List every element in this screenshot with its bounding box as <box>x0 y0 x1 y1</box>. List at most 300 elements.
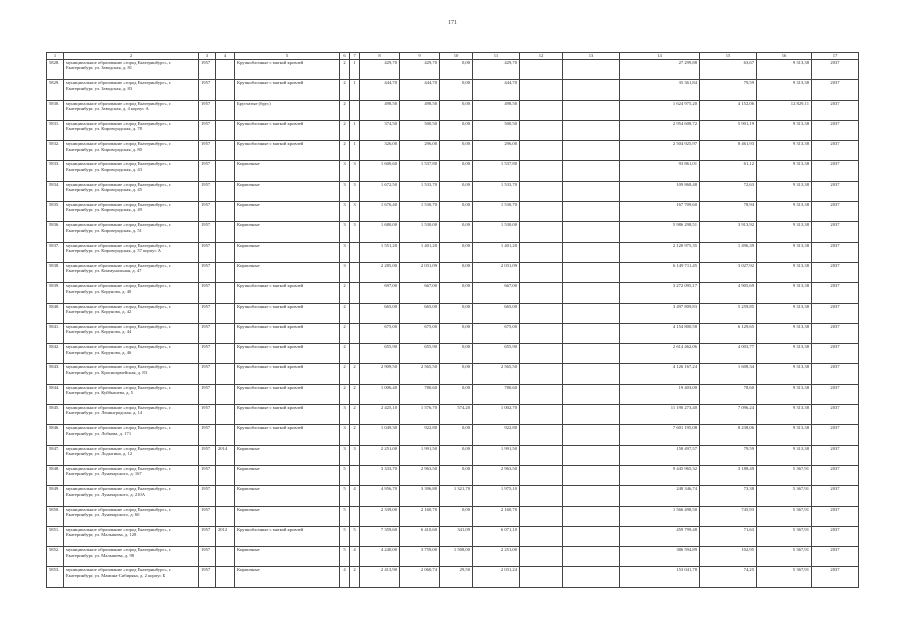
cell-c8: 2 285,00 <box>360 262 400 282</box>
cell-c7: 4 <box>350 547 360 567</box>
table-row <box>47 283 859 303</box>
cell-addr: муниципальное образование «город Екатеринбург», г. Екатеринбург, ул. Луначарского, д. 167 <box>64 465 199 485</box>
cell-c7: 3 <box>350 161 360 181</box>
cell-c13 <box>563 465 620 485</box>
cell-c3: 1957 <box>199 465 216 485</box>
column-header: 7 <box>350 53 360 60</box>
cell-n: 5832. <box>47 141 64 161</box>
cell-c5: Крупноблочные с мягкой кровлей <box>235 80 340 100</box>
cell-c13 <box>563 486 620 506</box>
cell-c16: 5 367,91 <box>757 547 812 567</box>
cell-c8: 4 956,70 <box>360 486 400 506</box>
cell-c10: 0,00 <box>440 384 473 404</box>
cell-c12 <box>520 344 563 364</box>
cell-c14: 35 361,84 <box>620 80 700 100</box>
column-header: 17 <box>812 53 859 60</box>
cell-c5: Крупноблочные с мягкой кровлей <box>235 303 340 323</box>
column-number-row <box>47 53 859 60</box>
cell-c10: 0,00 <box>440 181 473 201</box>
cell-c12 <box>520 364 563 384</box>
cell-c17: 2037 <box>812 364 859 384</box>
cell-c11: 1 991,50 <box>473 445 520 465</box>
cell-c5: Кирпичные <box>235 262 340 282</box>
cell-c13 <box>563 364 620 384</box>
cell-addr: муниципальное образование «город Екатеринбург», г. Екатеринбург, ул. Кировградская, д. 57 корпус А <box>64 242 199 262</box>
cell-c4 <box>216 181 235 201</box>
cell-c8: 429,70 <box>360 60 400 80</box>
column-header: 2 <box>64 53 199 60</box>
table-row <box>47 526 859 546</box>
cell-c17: 2037 <box>812 445 859 465</box>
cell-c4 <box>216 141 235 161</box>
column-header: 16 <box>757 53 812 60</box>
cell-c5: Крупноблочные с мягкой кровлей <box>235 60 340 80</box>
table-row <box>47 202 859 222</box>
table-row <box>47 120 859 140</box>
cell-c8: 1 006,40 <box>360 384 400 404</box>
cell-c14: 386 594,89 <box>620 547 700 567</box>
cell-c17: 2037 <box>812 405 859 425</box>
cell-c7: 1 <box>350 141 360 161</box>
cell-c5: Кирпичные <box>235 445 340 465</box>
table-row <box>47 384 859 404</box>
cell-c6: 2 <box>340 100 350 120</box>
cell-c4 <box>216 486 235 506</box>
cell-c14: 2 614 462,06 <box>620 344 700 364</box>
cell-c10: 0,00 <box>440 80 473 100</box>
cell-c6: 2 <box>340 323 350 343</box>
cell-c17: 2037 <box>812 202 859 222</box>
column-header: 13 <box>563 53 620 60</box>
cell-c12 <box>520 181 563 201</box>
cell-c14: 2 120 975,35 <box>620 242 700 262</box>
cell-c16: 9 313,38 <box>757 242 812 262</box>
cell-c15: 4 152,06 <box>700 100 757 120</box>
cell-c11: 500,50 <box>473 120 520 140</box>
cell-c13 <box>563 445 620 465</box>
cell-c15: 78,94 <box>700 202 757 222</box>
cell-c10: 0,00 <box>440 364 473 384</box>
cell-c3: 1957 <box>199 344 216 364</box>
cell-c5: Кирпичные <box>235 486 340 506</box>
cell-c7: 1 <box>350 120 360 140</box>
cell-c15: 4 905,69 <box>700 283 757 303</box>
cell-c16: 5 367,91 <box>757 486 812 506</box>
cell-c8: 374,50 <box>360 120 400 140</box>
cell-c16: 5 367,91 <box>757 506 812 526</box>
cell-c5: Крупноблочные с мягкой кровлей <box>235 141 340 161</box>
cell-c11: 667,00 <box>473 283 520 303</box>
cell-c13 <box>563 526 620 546</box>
cell-c12 <box>520 120 563 140</box>
cell-c15: 6 129,65 <box>700 323 757 343</box>
column-header: 12 <box>520 53 563 60</box>
cell-c16: 9 313,38 <box>757 161 812 181</box>
cell-c15: 5 901,19 <box>700 120 757 140</box>
cell-c4 <box>216 303 235 323</box>
cell-c8: 498,50 <box>360 100 400 120</box>
cell-c9: 675,00 <box>400 323 440 343</box>
cell-c16: 12 829,11 <box>757 100 812 120</box>
cell-c17: 2037 <box>812 100 859 120</box>
cell-c11: 780,60 <box>473 384 520 404</box>
cell-c14: 7 601 195,08 <box>620 425 700 445</box>
cell-c12 <box>520 526 563 546</box>
cell-c15: 3 027,92 <box>700 262 757 282</box>
cell-c3: 1957 <box>199 567 216 587</box>
cell-n: 5833. <box>47 161 64 181</box>
cell-c11: 1 530,00 <box>473 222 520 242</box>
cell-c10: 0,00 <box>440 262 473 282</box>
cell-c14: 93 861,01 <box>620 161 700 181</box>
cell-c4 <box>216 344 235 364</box>
cell-c12 <box>520 283 563 303</box>
cell-addr: муниципальное образование «город Екатеринбург», г. Екатеринбург, ул. Кировградская, д. 78 <box>64 120 199 140</box>
cell-n: 5834. <box>47 181 64 201</box>
cell-c11: 6 071,10 <box>473 526 520 546</box>
cell-c3: 1957 <box>199 60 216 80</box>
cell-n: 5839. <box>47 283 64 303</box>
cell-addr: муниципальное образование «город Екатеринбург», г. Екатеринбург, ул. Ленинградская, д. 14 <box>64 405 199 425</box>
cell-n: 5849. <box>47 486 64 506</box>
cell-c16: 9 313,38 <box>757 60 812 80</box>
cell-c13 <box>563 141 620 161</box>
cell-n: 5841. <box>47 323 64 343</box>
cell-c3: 1957 <box>199 384 216 404</box>
cell-c6: 5 <box>340 547 350 567</box>
cell-c7: 1 <box>350 80 360 100</box>
cell-c13 <box>563 323 620 343</box>
cell-c5: Брусчатые (брус) <box>235 100 340 120</box>
cell-c8: 675,00 <box>360 323 400 343</box>
cell-c4 <box>216 60 235 80</box>
cell-c10: 0,00 <box>440 60 473 80</box>
cell-c7: 2 <box>350 405 360 425</box>
cell-c3: 1957 <box>199 526 216 546</box>
cell-addr: муниципальное образование «город Екатеринбург», г. Екатеринбург, ул. Корунова, д. 44 <box>64 323 199 343</box>
cell-c10: 29,50 <box>440 567 473 587</box>
cell-c10: 0,00 <box>440 242 473 262</box>
cell-c11: 444,70 <box>473 80 520 100</box>
cell-c11: 1 975,10 <box>473 486 520 506</box>
cell-c5: Кирпичные <box>235 202 340 222</box>
cell-c12 <box>520 506 563 526</box>
cell-c3: 1957 <box>199 120 216 140</box>
cell-addr: муниципальное образование «город Екатеринбург», г. Екатеринбург, ул. Куйбышева, д. 5 <box>64 384 199 404</box>
cell-c16: 9 313,38 <box>757 445 812 465</box>
cell-c17: 2037 <box>812 181 859 201</box>
cell-c6: 3 <box>340 161 350 181</box>
cell-c10: 0,00 <box>440 222 473 242</box>
cell-c15: 7 096,24 <box>700 405 757 425</box>
cell-c7 <box>350 323 360 343</box>
cell-c5: Крупноблочные с мягкой кровлей <box>235 405 340 425</box>
cell-addr: муниципальное образование «город Екатеринбург», г. Екатеринбург, ул. Кировградская, д. 80 <box>64 141 199 161</box>
cell-c16: 5 367,91 <box>757 526 812 546</box>
cell-c6: 3 <box>340 202 350 222</box>
cell-addr: муниципальное образование «город Екатеринбург», г. Екатеринбург, ул. Луначарского, д. 60 <box>64 506 199 526</box>
cell-c14: 27 299,88 <box>620 60 700 80</box>
cell-c8: 2 413,90 <box>360 567 400 587</box>
cell-c4 <box>216 262 235 282</box>
cell-c13 <box>563 120 620 140</box>
cell-c16: 9 313,38 <box>757 384 812 404</box>
cell-c17: 2037 <box>812 262 859 282</box>
table-row <box>47 303 859 323</box>
cell-c5: Кирпичные <box>235 506 340 526</box>
cell-c13 <box>563 60 620 80</box>
cell-c9: 498,50 <box>400 100 440 120</box>
cell-c7 <box>350 242 360 262</box>
cell-c11: 296,00 <box>473 141 520 161</box>
cell-c4 <box>216 567 235 587</box>
cell-n: 5838. <box>47 262 64 282</box>
cell-c6: 2 <box>340 364 350 384</box>
table-row <box>47 506 859 526</box>
cell-c9: 2 060,74 <box>400 567 440 587</box>
cell-n: 5843. <box>47 364 64 384</box>
cell-c15: 71,63 <box>700 526 757 546</box>
cell-c4 <box>216 364 235 384</box>
table-row <box>47 80 859 100</box>
cell-n: 5837. <box>47 242 64 262</box>
cell-c11: 2 565,50 <box>473 364 520 384</box>
table-row <box>47 242 859 262</box>
cell-c13 <box>563 405 620 425</box>
cell-c15: 5 259,85 <box>700 303 757 323</box>
cell-c4 <box>216 384 235 404</box>
cell-c8: 2 909,50 <box>360 364 400 384</box>
table-row <box>47 161 859 181</box>
cell-c16: 9 313,38 <box>757 283 812 303</box>
cell-c9: 6 410,60 <box>400 526 440 546</box>
cell-c11: 498,50 <box>473 100 520 120</box>
column-header: 8 <box>360 53 400 60</box>
cell-c14: 3 272 095,17 <box>620 283 700 303</box>
cell-n: 5851. <box>47 526 64 546</box>
table-row <box>47 344 859 364</box>
cell-c12 <box>520 384 563 404</box>
cell-c17: 2037 <box>812 486 859 506</box>
cell-c4 <box>216 161 235 181</box>
cell-c4 <box>216 202 235 222</box>
cell-c3: 1957 <box>199 100 216 120</box>
cell-c9: 1 537,80 <box>400 161 440 181</box>
cell-c12 <box>520 465 563 485</box>
cell-c16: 9 313,38 <box>757 405 812 425</box>
cell-c10: 0,00 <box>440 283 473 303</box>
cell-c11: 429,70 <box>473 60 520 80</box>
cell-c17: 2037 <box>812 384 859 404</box>
cell-c6: 3 <box>340 405 350 425</box>
cell-c10: 1 508,00 <box>440 547 473 567</box>
cell-c17: 2037 <box>812 141 859 161</box>
cell-addr: муниципальное образование «город Екатеринбург», г. Екатеринбург, ул. Заводская, д. 4 корпус А <box>64 100 199 120</box>
cell-c6: 3 <box>340 242 350 262</box>
cell-c4: 2014 <box>216 445 235 465</box>
cell-c14: 248 346,74 <box>620 486 700 506</box>
cell-c4 <box>216 425 235 445</box>
cell-c16: 9 313,38 <box>757 141 812 161</box>
cell-c17: 2037 <box>812 80 859 100</box>
column-header: 15 <box>700 53 757 60</box>
table-row <box>47 323 859 343</box>
cell-c4 <box>216 283 235 303</box>
cell-addr: муниципальное образование «город Екатеринбург», г. Екатеринбург, ул. Кировградская, д. 51 <box>64 222 199 242</box>
cell-c12 <box>520 60 563 80</box>
cell-c9: 2 565,50 <box>400 364 440 384</box>
cell-c15: 8 461,93 <box>700 141 757 161</box>
cell-c13 <box>563 100 620 120</box>
cell-n: 5842. <box>47 344 64 364</box>
cell-c9: 2 963,50 <box>400 465 440 485</box>
cell-n: 5845. <box>47 405 64 425</box>
cell-c3: 1957 <box>199 141 216 161</box>
cell-c5: Крупноблочные с мягкой кровлей <box>235 526 340 546</box>
cell-n: 5835. <box>47 202 64 222</box>
table-row <box>47 547 859 567</box>
cell-c16: 9 313,38 <box>757 80 812 100</box>
cell-c4: 2012 <box>216 526 235 546</box>
cell-c17: 2037 <box>812 120 859 140</box>
cell-c12 <box>520 222 563 242</box>
cell-c6: 4 <box>340 567 350 587</box>
cell-c10: 0,00 <box>440 445 473 465</box>
cell-c9: 296,00 <box>400 141 440 161</box>
cell-c7: 3 <box>350 181 360 201</box>
cell-c7: 3 <box>350 445 360 465</box>
cell-c12 <box>520 161 563 181</box>
cell-c15: 8 238,06 <box>700 425 757 445</box>
cell-c12 <box>520 567 563 587</box>
cell-c9: 1 401,20 <box>400 242 440 262</box>
cell-addr: муниципальное образование «город Екатеринбург», г. Екатеринбург, ул. Лобкова, д. 171 <box>64 425 199 445</box>
cell-c11: 675,00 <box>473 323 520 343</box>
cell-c5: Кирпичные <box>235 161 340 181</box>
cell-c10: 0,00 <box>440 120 473 140</box>
cell-c5: Крупноблочные с мягкой кровлей <box>235 120 340 140</box>
cell-c5: Крупноблочные с мягкой кровлей <box>235 364 340 384</box>
cell-c8: 326,00 <box>360 141 400 161</box>
cell-c8: 444,70 <box>360 80 400 100</box>
cell-addr: муниципальное образование «город Екатеринбург», г. Екатеринбург, ул. Луначарского, д. 210А <box>64 486 199 506</box>
cell-addr: муниципальное образование «город Екатеринбург», г. Екатеринбург, ул. Красноармейская, д. 83 <box>64 364 199 384</box>
cell-n: 5844. <box>47 384 64 404</box>
cell-c12 <box>520 100 563 120</box>
cell-c10: 0,00 <box>440 202 473 222</box>
cell-c12 <box>520 547 563 567</box>
cell-c15: 79,59 <box>700 445 757 465</box>
cell-c8: 1 049,30 <box>360 425 400 445</box>
cell-c3: 1957 <box>199 364 216 384</box>
cell-c10: 341,09 <box>440 526 473 546</box>
column-header: 10 <box>440 53 473 60</box>
cell-c10: 574,20 <box>440 405 473 425</box>
cell-addr: муниципальное образование «город Екатеринбург», г. Екатеринбург, ул. Малышева, д. 128 <box>64 526 199 546</box>
cell-c9: 429,70 <box>400 60 440 80</box>
cell-n: 5852. <box>47 547 64 567</box>
cell-c14: 4 126 167,24 <box>620 364 700 384</box>
cell-c15: 61,12 <box>700 161 757 181</box>
cell-c5: Крупноблочные с мягкой кровлей <box>235 344 340 364</box>
cell-c10: 0,00 <box>440 465 473 485</box>
cell-c6: 5 <box>340 506 350 526</box>
cell-c5: Крупноблочные с мягкой кровлей <box>235 323 340 343</box>
cell-c17: 2037 <box>812 567 859 587</box>
cell-addr: муниципальное образование «город Екатеринбург», г. Екатеринбург, ул. Коммунальная, д. 47 <box>64 262 199 282</box>
cell-c14: 11 190 273,40 <box>620 405 700 425</box>
cell-n: 5847. <box>47 445 64 465</box>
cell-c12 <box>520 486 563 506</box>
cell-c14: 4 154 800,58 <box>620 323 700 343</box>
cell-c17: 2037 <box>812 303 859 323</box>
cell-c6: 5 <box>340 465 350 485</box>
cell-c9: 444,70 <box>400 80 440 100</box>
table-row <box>47 425 859 445</box>
cell-c11: 2 160,70 <box>473 506 520 526</box>
column-header: 3 <box>199 53 216 60</box>
cell-c6: 3 <box>340 445 350 465</box>
column-header: 1 <box>47 53 64 60</box>
cell-c10: 0,00 <box>440 141 473 161</box>
cell-c7: 5 <box>350 526 360 546</box>
cell-addr: муниципальное образование «город Екатеринбург», г. Екатеринбург, ул. Кировградская, д. 43 <box>64 161 199 181</box>
cell-c7 <box>350 100 360 120</box>
cell-c12 <box>520 303 563 323</box>
cell-c13 <box>563 262 620 282</box>
cell-c15: 63,67 <box>700 60 757 80</box>
cell-c13 <box>563 344 620 364</box>
cell-c11: 2 031,24 <box>473 567 520 587</box>
cell-c14: 3 497 809,83 <box>620 303 700 323</box>
cell-c3: 1957 <box>199 181 216 201</box>
column-header: 4 <box>216 53 235 60</box>
cell-c9: 3 396,80 <box>400 486 440 506</box>
cell-c7 <box>350 303 360 323</box>
cell-c4 <box>216 222 235 242</box>
cell-c17: 2037 <box>812 323 859 343</box>
cell-c9: 2 031,09 <box>400 262 440 282</box>
cell-c7: 2 <box>350 425 360 445</box>
cell-c7: 4 <box>350 486 360 506</box>
cell-c10: 0,00 <box>440 100 473 120</box>
cell-c13 <box>563 283 620 303</box>
cell-c8: 1 676,40 <box>360 202 400 222</box>
table-row <box>47 141 859 161</box>
cell-c5: Крупноблочные с мягкой кровлей <box>235 283 340 303</box>
cell-c13 <box>563 303 620 323</box>
cell-c15: 74,25 <box>700 567 757 587</box>
cell-c17: 2037 <box>812 344 859 364</box>
cell-c14: 109 868,48 <box>620 181 700 201</box>
cell-c16: 9 313,38 <box>757 323 812 343</box>
cell-c16: 9 313,38 <box>757 262 812 282</box>
cell-addr: муниципальное образование «город Екатеринбург», г. Екатеринбург, ул. Кировградская, д. 45 <box>64 181 199 201</box>
cell-addr: муниципальное образование «город Екатеринбург», г. Екатеринбург, ул. Мамина-Сибиряка, д. 2 корпус Б <box>64 567 199 587</box>
column-header: 9 <box>400 53 440 60</box>
cell-c6: 5 <box>340 486 350 506</box>
cell-c5: Кирпичные <box>235 242 340 262</box>
cell-c14: 153 041,78 <box>620 567 700 587</box>
cell-c13 <box>563 547 620 567</box>
cell-c8: 2 339,00 <box>360 506 400 526</box>
cell-c5: Кирпичные <box>235 567 340 587</box>
cell-c8: 4 240,00 <box>360 547 400 567</box>
cell-c9: 655,90 <box>400 344 440 364</box>
cell-c3: 1957 <box>199 323 216 343</box>
cell-c17: 2037 <box>812 526 859 546</box>
cell-c15: 4 003,77 <box>700 344 757 364</box>
